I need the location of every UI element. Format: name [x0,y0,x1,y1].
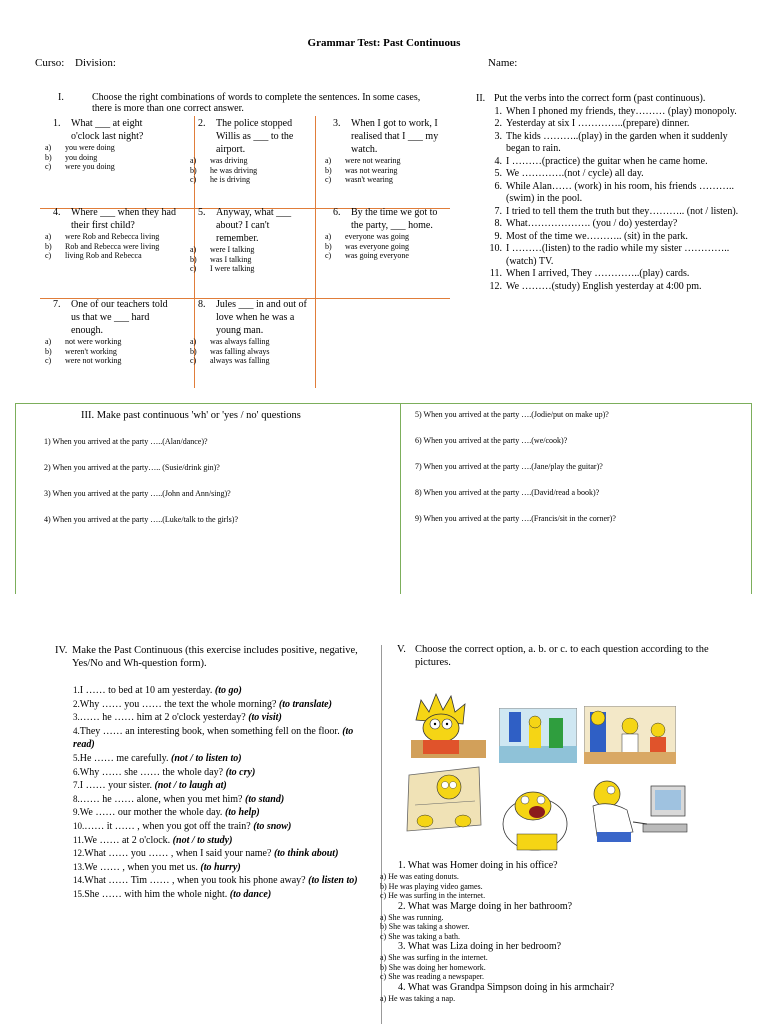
question-text: When I got to work, I realised that I ___ my watch. [351,118,439,155]
answer-option[interactable] [190,337,313,347]
answer-option[interactable]: c) He was surfing in the internet. [380,891,486,900]
answer-option[interactable] [325,175,443,185]
item-text: What …… Tim …… , when you took his phone away? [84,875,309,887]
exercise-item [476,106,746,119]
choice-question [45,117,173,172]
picture-question: 3. What was Liza doing in her bedroom? [398,941,562,952]
grandpa-picture [497,776,577,854]
exercise-item [476,168,746,181]
exercise-item [73,820,375,834]
item-number: 2. [494,118,502,129]
question-stem [53,117,173,143]
option-letter: c) [190,264,197,273]
answer-option[interactable] [190,264,313,274]
item-number: 9. [494,230,502,242]
option-letter: c) [190,175,197,184]
question-text: Jules ___ in and out of love when he was a young man. [216,299,307,336]
item-number: 1. [73,685,80,695]
question-item: 2) When you arrived at the party….. (Susie/drink gin)? [44,463,220,472]
answer-option[interactable] [45,337,173,347]
option-text: you were doing [65,143,115,152]
option-text: was going everyone [345,251,409,260]
family-picture [584,706,676,764]
item-number: 1. [494,105,502,117]
question-number: 4. [53,207,61,218]
question-item: 7) When you arrived at the party ….(Jane/play the guitar)? [415,462,603,471]
item-text: While Alan…… (work) in his room, his friends ………..(swim) in the pool. [506,180,735,204]
item-hint: (to go) [214,685,242,696]
question-stem [53,206,183,232]
item-hint: (to snow) [253,820,292,832]
answer-option[interactable] [325,242,448,252]
question-item: 3) When you arrived at the party …..(John and Ann/sing)? [44,489,231,498]
exercise-item [476,156,746,169]
exercise-item [73,684,375,698]
answer-option[interactable] [45,143,173,153]
option-letter: a) [45,143,52,152]
question-number: 3. [333,118,341,129]
question-number: 6. [333,207,341,218]
item-text: We ………….(not / cycle) all day. [506,168,644,179]
answer-option[interactable]: a) She was surfing in the internet. [380,953,488,962]
exercise-item [73,888,375,902]
item-hint: (to listen to) [308,875,358,887]
option-letter: c) [325,251,332,260]
option-text: was everyone going [345,241,409,251]
answer-option[interactable] [190,255,313,265]
item-number: 5. [494,168,502,179]
option-letter: a) [45,232,52,241]
item-hint: (to translate) [278,698,332,710]
exercise-item [73,793,375,807]
item-text: Why …… she …… the whole day? [79,766,226,778]
item-number: 15. [73,888,85,899]
section3-heading: III. Make past continuous 'wh' or 'yes / no' questions [81,410,301,421]
item-number: 3. [494,130,502,142]
option-text: were not wearing [345,156,401,165]
section5 [397,643,742,669]
answer-option[interactable]: a) She was running. [380,912,444,922]
section5-instruction: Choose the correct option, a. b. or c. to each question according to the pictures. [415,644,709,668]
exercise-item [476,131,746,156]
option-text: I were talking [210,264,255,273]
item-number: 11. [73,834,84,845]
item-text: She …… with him the whole night. [84,888,230,900]
question-text: One of our teachers told us that we ___ hard enough. [71,299,168,336]
item-number: 8. [73,793,80,804]
page-title: Grammar Test: Past Continuous [307,37,461,49]
exercise-item [73,861,375,875]
option-text: were Rob and Rebecca living [65,232,160,241]
exercise-item [73,806,375,820]
item-number: 6. [494,180,502,192]
question-text: What ___ at eight o'clock last night? [71,118,144,142]
item-number: 9. [73,807,80,818]
marge-picture [499,708,577,763]
item-hint: (not / to laugh at) [154,780,227,792]
choice-question [190,298,313,366]
section1-numeral: I. [58,92,64,103]
exercise-item [476,243,746,268]
item-text: The kids ………..(play) in the garden when it suddenly began to rain. [506,130,728,154]
lisa-homework-picture [405,765,483,841]
question-text: By the time we got to the party, ___ home. [351,207,438,231]
answer-option[interactable]: b) She was doing her homework. [380,962,486,972]
answer-option[interactable]: c) She was taking a bath. [380,931,460,941]
section1-instruction [40,92,430,114]
item-text: We …… , when you met us. [84,861,201,873]
exercise-item [476,206,746,219]
section1-text: Choose the right combinations of words to complete the sentences. In some cases, there is more than one correct answer. [92,92,421,114]
item-number: 2. [73,698,80,709]
item-text: What………………. (you / do) yesterday? [506,218,678,229]
exercise-item [73,847,375,861]
exercise-item [73,698,375,712]
exercise-item [476,118,746,131]
choice-question [325,117,443,185]
question-stem [198,298,313,337]
item-text: …… he …… alone, when you met him? [79,793,245,805]
option-text: everyone was going [345,232,409,241]
answer-option[interactable] [190,156,318,166]
item-hint: (to cry) [225,766,256,778]
item-text: I ………(listen) to the radio while my sister …………..(watch) TV. [506,243,730,267]
option-text: was falling always [210,346,270,356]
choice-question [190,206,313,274]
item-hint: (to help) [224,807,260,819]
question-stem [333,206,448,232]
answer-option[interactable] [45,162,173,172]
option-letter: b) [190,254,197,264]
item-text: They …… an interesting book, when something fell on the floor. [79,725,343,737]
section5-numeral: V. [397,644,406,655]
item-number: 6. [73,766,80,777]
question-item: 1) When you arrived at the party …..(Alan/dance)? [44,437,208,446]
question-text: Where ___ when they had their first child? [71,207,176,231]
picture-question: 1. What was Homer doing in his office? [398,860,558,871]
question-item: 8) When you arrived at the party ….(David/read a book)? [415,488,600,497]
item-text: I …… to bed at 10 am yesterday. [79,685,215,696]
option-text: was I talking [210,254,252,264]
course-label: Curso: [35,57,65,69]
item-number: 5. [73,752,80,763]
item-number: 8. [494,218,502,229]
answer-option[interactable] [45,232,183,242]
item-number: 10. [73,820,85,831]
option-letter: a) [325,156,332,165]
question-number: 1. [53,118,61,129]
option-text: were you doing [65,162,115,171]
option-letter: b) [325,241,332,251]
item-text: We …… our mother the whole day. [79,807,225,819]
option-text: Rob and Rebecca were living [65,241,160,251]
item-hint: (not / to study) [172,834,233,846]
exercise-item [476,231,746,244]
answer-option[interactable] [190,245,313,255]
item-number: 11. [489,268,502,279]
answer-option[interactable] [325,156,443,166]
option-text: he is driving [210,175,250,184]
question-number: 8. [198,299,206,310]
homer-picture [583,776,693,850]
option-text: was always falling [210,337,270,346]
answer-option[interactable] [325,232,448,242]
answer-option[interactable]: a) He was taking a nap. [380,993,456,1003]
option-letter: c) [45,162,52,171]
item-hint: (to read) [73,725,354,751]
option-letter: b) [325,165,332,175]
exercise-item [476,181,746,206]
item-hint: (to hurry) [200,861,241,873]
question-number: 5. [198,207,206,218]
section4 [57,644,375,902]
item-number: 7. [494,205,502,217]
option-text: was not wearing [345,165,398,175]
answer-option[interactable] [190,175,318,185]
section2-numeral: II. [476,93,486,104]
option-letter: b) [45,152,52,162]
choice-question [45,206,183,261]
answer-option[interactable]: a) He was eating donuts. [380,872,459,881]
answer-option[interactable] [45,242,183,252]
item-number: 12. [73,848,85,859]
option-letter: a) [325,232,332,241]
item-hint: (not / to listen to) [171,752,242,764]
option-letter: c) [190,356,197,365]
item-number: 13. [73,861,85,872]
answer-option[interactable] [45,347,173,357]
option-letter: a) [190,337,197,346]
section2 [476,93,746,293]
question-number: 2. [198,118,206,129]
exercise-item [73,834,375,848]
question-stem [53,298,173,337]
option-letter: c) [45,356,52,365]
item-number: 14. [73,875,85,886]
item-number: 10. [489,243,502,254]
answer-option[interactable]: b) He was playing video games. [380,881,483,891]
picture-question: 2. What was Marge doing in her bathroom? [398,900,573,912]
option-text: always was falling [210,356,270,365]
item-hint: (to stand) [245,793,285,805]
option-text: were I talking [210,245,255,254]
division-label: Division: [75,57,116,69]
option-letter: b) [45,346,52,356]
item-text: We ………(study) English yesterday at 4:00 pm. [506,280,702,292]
answer-option[interactable]: b) She was taking a shower. [380,922,470,931]
option-text: weren't working [65,346,117,356]
question-stem [198,117,318,156]
item-number: 3. [73,712,80,723]
option-letter: c) [45,251,52,260]
exercise-item [73,779,375,793]
answer-option[interactable] [190,356,313,366]
question-text: The police stopped Willis as ___ to the airport. [216,118,294,155]
question-item: 4) When you arrived at the party …..(Luke/talk to the girls)? [44,515,239,524]
section2-instruction: Put the verbs into the correct form (past continuous). [494,93,706,104]
option-letter: c) [325,175,332,184]
item-hint: (to visit) [248,712,282,724]
item-text: Why …… you …… the text the whole morning? [79,698,279,710]
exercise-item [73,766,375,780]
item-text: I ………(practice) the guitar when he came home. [506,155,708,167]
question-text: Anyway, what ___ about? I can't remember. [216,207,292,244]
answer-option[interactable] [325,251,448,261]
choice-question [45,298,173,366]
item-text: Yesterday at six I …………..(prepare) dinner. [506,118,690,129]
item-text: What …… you …… , when I said your name? [84,848,274,860]
section4-numeral: IV. [55,645,68,656]
section3-box [15,403,752,594]
item-text: …… he …… him at 2 o'clock yesterday? [79,712,249,724]
answer-option[interactable] [45,153,173,163]
exercise-item [476,281,746,294]
section5-questions [380,860,750,1003]
choice-question [190,117,318,185]
option-text: were not working [65,356,122,365]
item-text: Most of the time we……….. (sit) in the park. [506,230,688,242]
question-item: 5) When you arrived at the party ….(Jodie/put on make up)? [415,410,609,419]
option-letter: b) [45,241,52,251]
option-text: was driving [210,156,248,165]
answer-option[interactable] [190,166,318,176]
item-number: 12. [489,280,502,292]
option-text: not were working [65,337,122,346]
section4-instruction: Make the Past Continuous (this exercise includes positive, negative, Yes/No and Wh-question form). [72,645,358,669]
exercise-item [476,218,746,231]
answer-option[interactable]: c) She was reading a newspaper. [380,972,484,981]
question-stem [333,117,443,156]
option-text: he was driving [210,165,258,175]
item-text: When I phoned my friends, they……… (play) monopoly. [506,105,737,117]
item-text: He …… me carefully. [79,752,172,764]
option-letter: a) [190,156,197,165]
option-letter: a) [45,337,52,346]
item-hint: (to think about) [273,848,339,860]
exercise-item [73,711,375,725]
answer-option[interactable] [45,251,183,261]
option-letter: a) [190,245,197,254]
item-text: We …… at 2 o'clock. [83,834,173,846]
name-label: Name: [488,57,518,69]
item-text: I …… your sister. [79,780,155,792]
option-letter: b) [190,346,197,356]
option-text: wasn't wearing [345,175,393,184]
item-number: 4. [73,725,80,736]
option-text: you doing [65,152,98,162]
option-text: living Rob and Rebecca [65,251,142,260]
exercise-item [476,268,746,281]
question-stem [198,206,313,245]
answer-option[interactable] [190,347,313,357]
answer-option[interactable] [45,356,173,366]
picture-question: 4. What was Grandpa Simpson doing in his armchair? [398,981,615,993]
choice-question [325,206,448,261]
item-text: I tried to tell them the truth but they……….. (not / listen). [506,205,739,217]
item-number: 7. [73,780,80,791]
question-item: 9) When you arrived at the party ….(Francis/sit in the corner)? [415,514,616,523]
question-item: 6) When you arrived at the party ….(we/cook)? [415,436,568,445]
exercise-item [73,874,375,888]
item-text: …… it …… , when you got off the train? [84,820,254,832]
exercise-item [73,725,375,752]
lisa-picture [401,690,491,762]
item-text: When I arrived, They …………..(play) cards. [506,268,690,279]
question-number: 7. [53,299,61,310]
answer-option[interactable] [325,166,443,176]
item-hint: (to dance) [229,888,272,900]
item-number: 4. [494,155,502,167]
option-letter: b) [190,165,197,175]
exercise-item [73,752,375,766]
